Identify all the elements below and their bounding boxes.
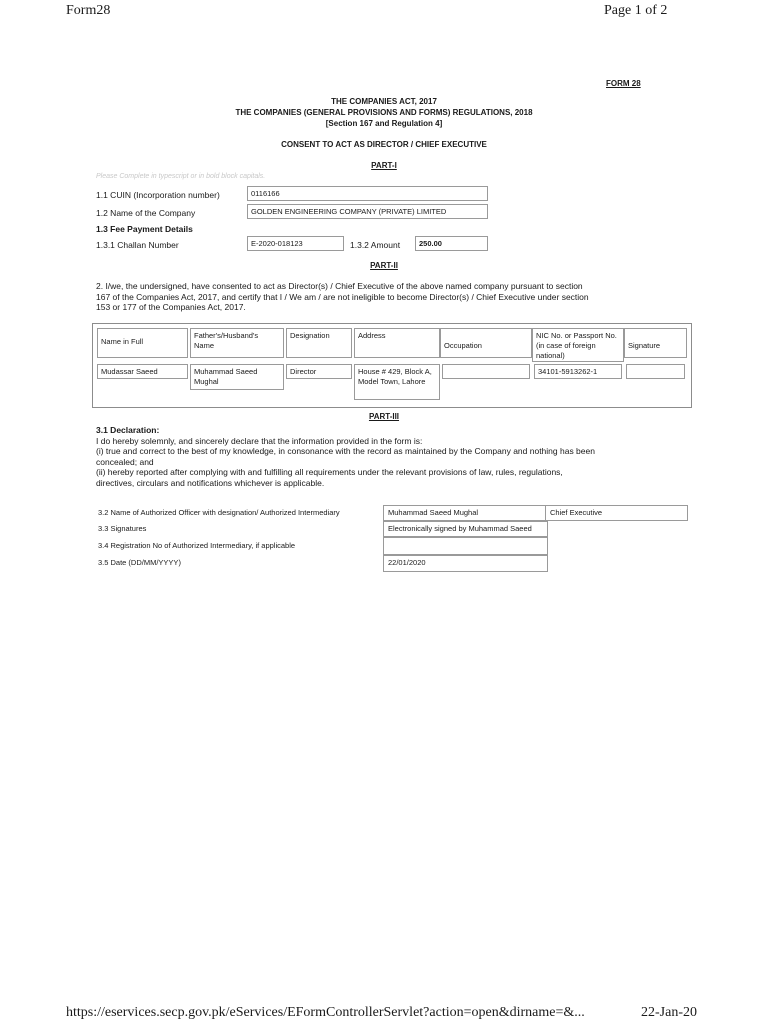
row-signature[interactable] [626, 364, 685, 379]
consent-line-3: 153 or 177 of the Companies Act, 2017. [96, 302, 246, 312]
challan-number-field[interactable]: E-2020-018123 [247, 236, 344, 251]
signatures-field[interactable]: Electronically signed by Muhammad Saeed [383, 521, 548, 537]
consent-statement [96, 281, 671, 313]
row-designation[interactable]: Director [286, 364, 352, 379]
date-label: 3.5 Date (DD/MM/YYYY) [98, 558, 181, 567]
header-designation: Designation [286, 328, 352, 358]
header-nic: NIC No. or Passport No. (in case of foreign national) [532, 328, 624, 362]
act-title: THE COMPANIES ACT, 2017 [331, 97, 437, 106]
declaration-line-1: I do hereby solemnly, and sincerely declare that the information provided in the form is: [96, 435, 423, 446]
header-father-name: Father's/Husband's Name [190, 328, 284, 358]
amount-field[interactable]: 250.00 [415, 236, 488, 251]
declaration-line-4: (ii) hereby reported after complying with and fulfilling all requirements under the relevant provisions of law, rules, regulations, [96, 467, 563, 477]
print-footer-date: 22-Jan-20 [641, 1005, 697, 1020]
officer-designation-field[interactable]: Chief Executive [545, 505, 688, 521]
row-name[interactable]: Mudassar Saeed [97, 364, 188, 379]
row-occupation[interactable] [442, 364, 530, 379]
print-header-page: Page 1 of 2 [604, 3, 668, 18]
row-address[interactable]: House # 429, Block A, Model Town, Lahore [354, 364, 440, 400]
header-address: Address [354, 328, 440, 358]
form-title: CONSENT TO ACT AS DIRECTOR / CHIEF EXECUTIVE [281, 140, 487, 149]
challan-number-label: 1.3.1 Challan Number [96, 240, 179, 250]
row-nic[interactable]: 34101-5913262-1 [534, 364, 622, 379]
declaration-line-2: (i) true and correct to the best of my knowledge, in consonance with the record as maintained by the Company and nothing has been [96, 446, 595, 456]
amount-label: 1.3.2 Amount [350, 240, 401, 250]
directors-table [92, 323, 692, 408]
officer-name-field[interactable]: Muhammad Saeed Mughal [383, 505, 546, 521]
company-name-label: 1.2 Name of the Company [96, 208, 196, 218]
declaration-line-3: concealed; and [96, 456, 154, 467]
declaration-title: 3.1 Declaration: [96, 425, 160, 435]
signatures-label: 3.3 Signatures [98, 524, 147, 533]
consent-line-2: 167 of the Companies Act, 2017, and certify that I / We am / are not ineligible to become Director(s) / Chief Executive under section [96, 291, 589, 302]
date-field[interactable]: 22/01/2020 [383, 555, 548, 572]
registration-field[interactable] [383, 537, 548, 555]
header-occupation: Occupation [440, 328, 532, 358]
instructions-text: Please Complete in typescript or in bold block capitals. [96, 173, 266, 180]
fee-payment-heading: 1.3 Fee Payment Details [96, 224, 193, 234]
registration-label: 3.4 Registration No of Authorized Intermediary, if applicable [98, 541, 296, 550]
row-father-name[interactable]: Muhammad Saeed Mughal [190, 364, 284, 390]
header-signature: Signature [624, 328, 687, 358]
print-footer-url: https://eservices.secp.gov.pk/eServices/EFormControllerServlet?action=open&dirname=&... [66, 1005, 585, 1020]
part-3-heading: PART-III [368, 412, 400, 421]
cuin-label: 1.1 CUIN (Incorporation number) [96, 190, 220, 200]
declaration-block [96, 425, 671, 488]
form-number: FORM 28 [606, 79, 641, 88]
officer-label: 3.2 Name of Authorized Officer with designation/ Authorized Intermediary [98, 508, 340, 517]
part-2-heading: PART-II [370, 261, 398, 270]
part-1-heading: PART-I [371, 161, 397, 170]
regulations-title: THE COMPANIES (GENERAL PROVISIONS AND FORMS) REGULATIONS, 2018 [235, 108, 533, 117]
declaration-line-5: directives, circulars and notifications whichever is applicable. [96, 477, 325, 488]
print-header-title: Form28 [66, 3, 111, 18]
company-name-field[interactable]: GOLDEN ENGINEERING COMPANY (PRIVATE) LIMITED [247, 204, 488, 219]
header-name: Name in Full [97, 328, 188, 358]
consent-line-1: 2. I/we, the undersigned, have consented to act as Director(s) / Chief Executive of the above named company pursuant to section [96, 281, 583, 291]
cuin-field[interactable]: 0116166 [247, 186, 488, 201]
section-reference: [Section 167 and Regulation 4] [325, 119, 443, 128]
